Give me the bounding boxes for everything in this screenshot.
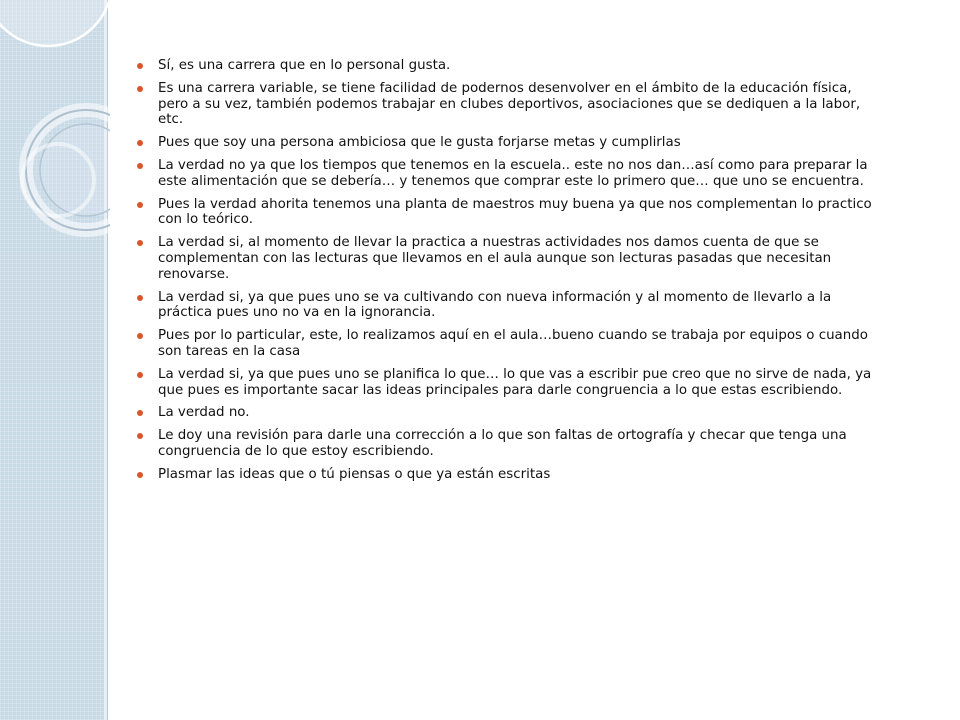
bullet-item <box>136 81 881 128</box>
bullet-item <box>136 235 881 282</box>
bullet-text: Sí, es una carrera que en lo personal gusta. <box>158 58 451 73</box>
bullet-item <box>136 405 881 421</box>
bullet-dot-icon <box>137 333 143 339</box>
bullet-dot-icon <box>137 240 143 246</box>
bullet-text: Es una carrera variable, se tiene facilidad de podernos desenvolver en el ámbito de la educación física, pero a su vez, también podemos trabajar en clubes deportivos, asociaciones que se dediquen a la labor, etc. <box>158 80 861 128</box>
bullet-item <box>136 428 881 460</box>
bullet-list <box>136 58 881 483</box>
bullet-text: Pues por lo particular, este, lo realizamos aquí en el aula…bueno cuando se trabaja por equipos o cuando son tareas en la casa <box>158 328 868 359</box>
bullet-item <box>136 58 881 74</box>
bullet-text: La verdad no. <box>158 405 250 421</box>
bullet-dot-icon <box>137 163 143 169</box>
bullet-dot-icon <box>137 433 143 439</box>
bullet-dot-icon <box>137 63 143 69</box>
bullet-item <box>136 367 881 399</box>
bullet-dot-icon <box>137 410 143 416</box>
bullet-text: Pues la verdad ahorita tenemos una planta de maestros muy buena ya que nos complementan lo practico con lo teórico. <box>158 196 872 228</box>
bullet-text: Le doy una revisión para darle una corrección a lo que son faltas de ortografía y checar que tenga una congruencia de lo que estoy escribiendo. <box>158 428 847 459</box>
decorative-circles-icon <box>0 0 110 260</box>
bullet-item <box>136 158 881 190</box>
bullet-item <box>136 197 881 229</box>
bullet-dot-icon <box>137 202 143 208</box>
bullet-dot-icon <box>137 295 143 301</box>
bullet-text: Pues que soy una persona ambiciosa que le gusta forjarse metas y cumplirlas <box>158 135 681 151</box>
bullet-item <box>136 135 881 151</box>
bullet-dot-icon <box>137 86 143 92</box>
bullet-text: La verdad si, ya que pues uno se planifica lo que… lo que vas a escribir pue creo que no sirve de nada, ya que pues es importante sacar las ideas principales para darle congruencia a lo que estas escribiendo. <box>158 366 872 398</box>
bullet-text: La verdad si, ya que pues uno se va cultivando con nueva información y al momento de llevarlo a la práctica pues uno no va en la ignorancia. <box>158 289 832 321</box>
bullet-item <box>136 467 881 483</box>
bullet-dot-icon <box>137 372 143 378</box>
bullet-text: Plasmar las ideas que o tú piensas o que ya están escritas <box>158 466 551 482</box>
slide-content <box>136 58 881 490</box>
bullet-text: La verdad si, al momento de llevar la practica a nuestras actividades nos damos cuenta de que se complementan con las lecturas que llevamos en el aula aunque son lecturas pasadas que necesitan renovarse. <box>158 235 832 282</box>
bullet-text: La verdad no ya que los tiempos que tenemos en la escuela.. este no nos dan…así como para preparar la este alimentación que se debería… y tenemos que comprar este lo primero que… que uno se encuentra. <box>158 157 868 189</box>
bullet-item <box>136 290 881 322</box>
bullet-dot-icon <box>137 140 143 146</box>
bullet-item <box>136 328 881 360</box>
bullet-dot-icon <box>137 472 143 478</box>
